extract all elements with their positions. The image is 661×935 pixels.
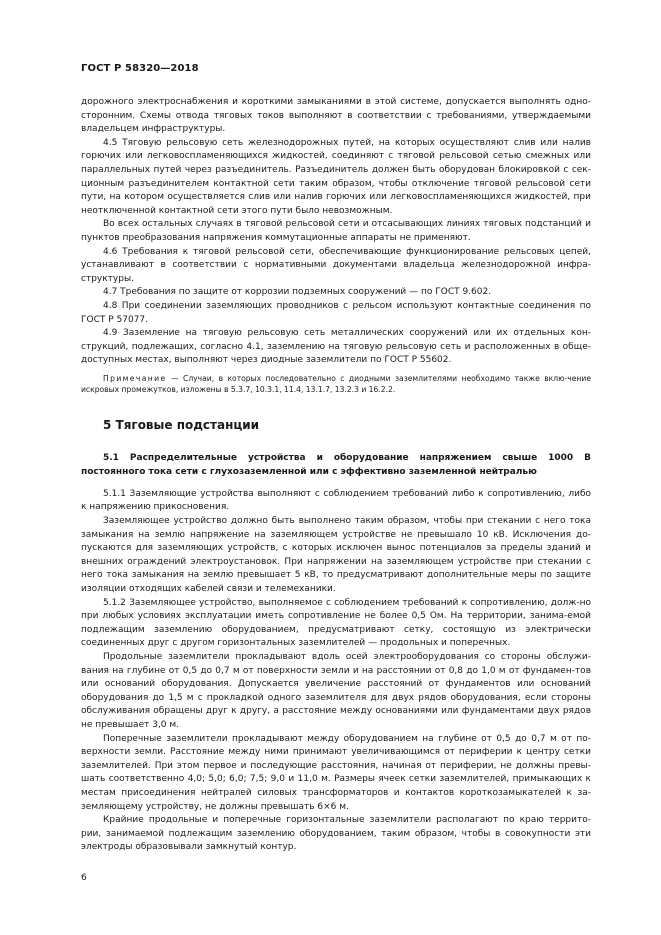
paragraph: 4.6 Требования к тяговой рельсовой сети, обеспечивающие функционирование рельсовых цепей, устанавливают в соответствии с нормативными документами владельца железнодорожной инфра-структуры.	[81, 246, 591, 284]
paragraph: 4.8 При соединении заземляющих проводников с рельсом используют контактные соединения по ГОСТ Р 57077.	[81, 300, 591, 325]
section-title: 5 Тяговые подстанции	[103, 417, 260, 432]
paragraph: 5.1.1 Заземляющие устройства выполняют с соблюдением требований либо к сопротивлению, либо к напряжению прикосновения.	[81, 488, 591, 513]
note-text: — Случаи, в которых последовательно с диодными заземлителями необходимо также вклю-чение искровых промежутков, изложены в 5.3.7, 10.3.1, 11.4, 13.1.7, 13.2.3 и 16.2.2.	[81, 373, 591, 395]
page-number: 6	[81, 873, 87, 883]
paragraph: Во всех остальных случаях в тяговой рельсовой сети и отсасывающих линиях тяговых подстанций и пунктов преобразования напряжения коммутационные аппараты не применяют.	[81, 219, 591, 243]
paragraph: 5.1.2 Заземляющее устройство, выполняемое с соблюдением требований к сопротивлению, долж-но при любых условиях эксплуатации иметь сопротивление не более 0,5 Ом. На территории, занима-емой подлежащим заземлению оборудованием, предусматривают сетку, состоящую из электрически соединенных друг с другом горизонтальных заземлителей — продольных и поперечных.	[81, 597, 591, 649]
document-body	[81, 96, 591, 855]
document-header: ГОСТ Р 58320—2018	[81, 63, 199, 74]
paragraph: 4.9 Заземление на тяговую рельсовую сеть металлических сооружений или их отдельных кон-струкций, подлежащих, согласно 4.1, заземлению на тяговую рельсовую сеть и расположенных в обще-доступных местах, выполняют через диодные заземлители по ГОСТ Р 55602.	[81, 328, 591, 366]
paragraph: 4.7 Требования по защите от коррозии подземных сооружений — по ГОСТ 9.602.	[103, 287, 492, 298]
paragraph: Крайние продольные и поперечные горизонтальные заземлители располагают по краю террито-рии, занимаемой подлежащим заземлению оборудованием, таким образом, чтобы в совокупности эти электроды образовывали замкнутый контур.	[81, 815, 591, 853]
note	[81, 373, 591, 396]
paragraph: 4.5 Тяговую рельсовую сеть железнодорожных путей, на которых осуществляют слив или налив горючих или легковоспламеняющихся жидкостей, соединяют с тяговой рельсовой сетью смежных или параллельных путей через разъединитель. Разъединитель должен быть оборудован блокировкой с сек-ционным разъединителем контактной сети таким образом, чтобы отключение тяговой рельсовой сети пути, на котором осуществляется слив или налив горючих или легковоспламеняющихся жидкостей, при неотключенной контактной сети этого пути было невозможным.	[81, 137, 591, 216]
paragraph: Заземляющее устройство должно быть выполнено таким образом, чтобы при стекании с него тока замыкания на землю напряжение на заземляющем устройстве не превышало 10 кВ. Исключения до-пускаются для заземляющих устройств, с которых исключен вынос потенциалов за пределы зданий и внешних ограждений электроустановок. При напряжении на заземляющем устройстве при стекании с него тока замыкания на землю превышает 5 кВ, то предусматривают дополнительные меры по защите изоляции отходящих кабелей связи и телемеханики.	[81, 516, 591, 595]
paragraph: дорожного электроснабжения и короткими замыканиями в этой системе, допускается выполнять одно-сторонним. Схемы отвода тяговых токов выполняют в соответствии с требованиями, утверждаемыми владельцем инфраструктуры.	[81, 97, 591, 135]
note-label: Примечание	[103, 373, 167, 383]
paragraph: Продольные заземлители прокладывают вдоль осей электрооборудования со стороны обслужи-вания на глубине от 0,5 до 0,7 м от поверхности земли и на расстоянии от 0,8 до 1,0 м от фундамен-тов или оснований оборудования. Допускается увеличение расстояний от фундаментов или оснований оборудования до 1,5 м с прокладкой одного заземлителя для двух рядов оборудования, если стороны обслуживания обращены друг к другу, а расстояние между основаниями или фундаментами двух рядов не превышает 3,0 м.	[81, 652, 591, 730]
paragraph: Поперечные заземлители прокладывают между оборудованием на глубине от 0,5 до 0,7 м от по-верхности земли. Расстояние между ними принимают увеличивающимся от периферии к центру сетки заземлителей. При этом первое и последующие расстояния, начиная от периферии, не должны превы-шать соответственно 4,0; 5,0; 6,0; 7,5; 9,0 и 11,0 м. Размеры ячеек сетки заземлителей, примыкающих к местам присоединения нейтралей силовых трансформаторов и контактов короткозамыкателей к за-земляющему устройству, не должны превышать 6×6 м.	[81, 733, 591, 812]
subsection-title: 5.1 Распределительные устройства и оборудование напряжением свыше 1000 В постоянного тока сети с глухозаземленной или с эффективно заземленной нейтралью	[81, 452, 591, 477]
